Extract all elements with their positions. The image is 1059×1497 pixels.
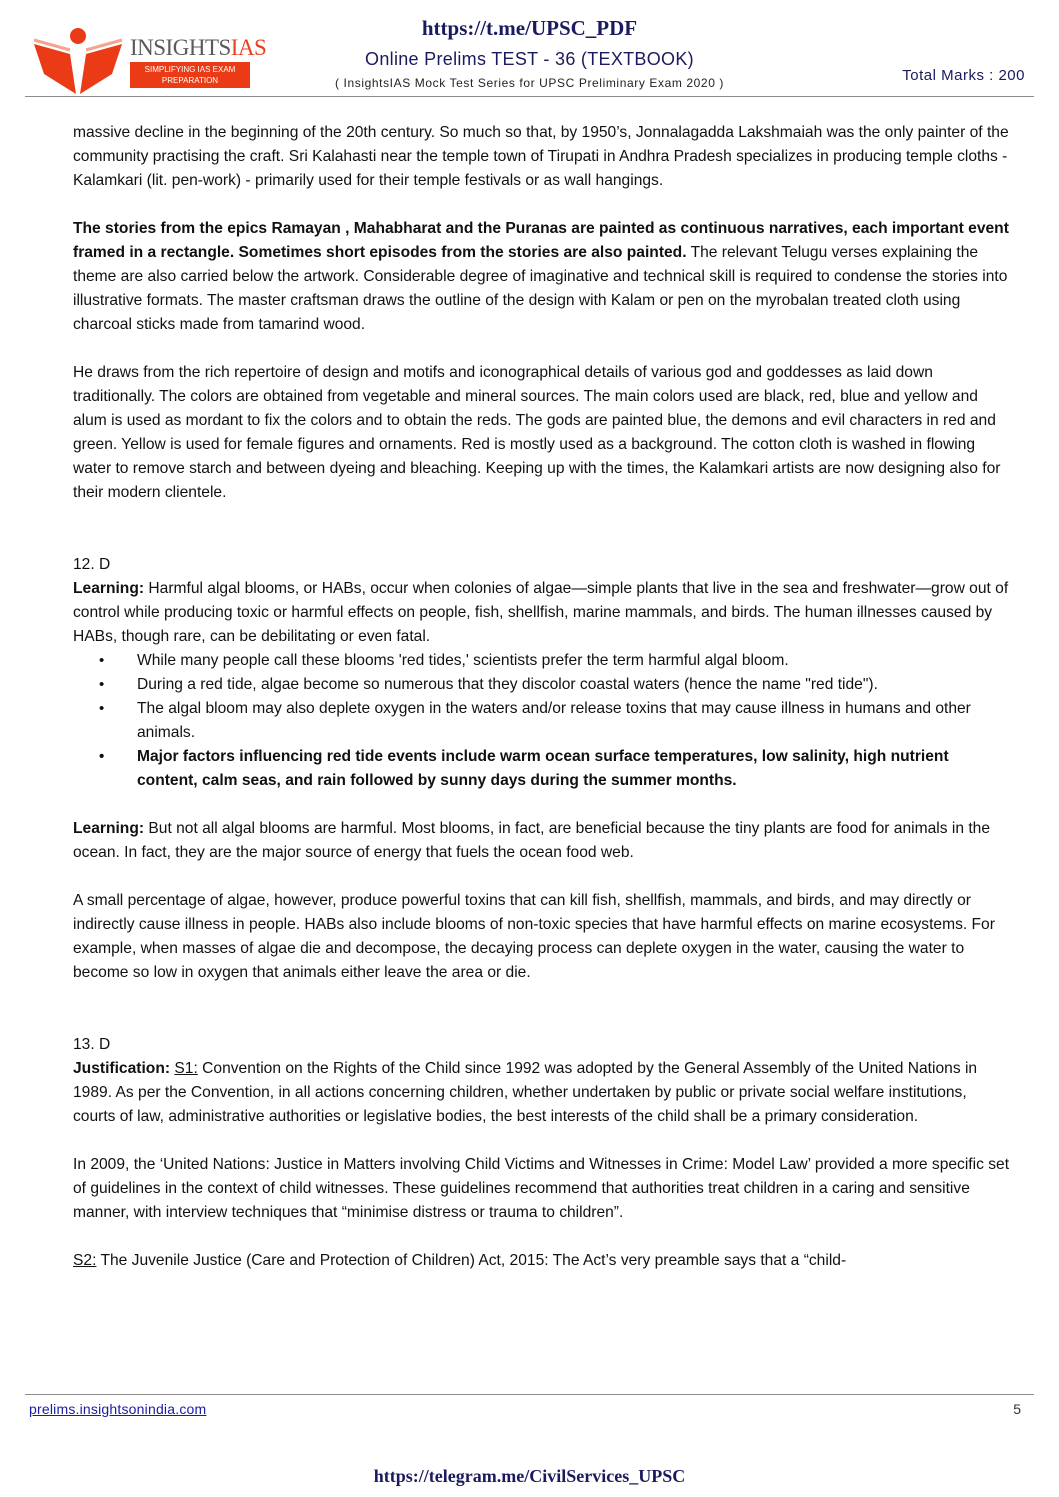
answer-q13: 13. D bbox=[73, 1036, 111, 1053]
statement-2-text: The Juvenile Justice (Care and Protection of Children) Act, 2015: The Act’s very preamble says that a “child- bbox=[96, 1252, 847, 1269]
list-item: • During a red tide, algae become so numerous that they discolor coastal waters (hence the name "red tide"). bbox=[137, 673, 1013, 697]
paragraph-kalamkari-stories bbox=[73, 217, 1013, 337]
header-divider bbox=[25, 96, 1034, 97]
answer-q12: 12. D bbox=[73, 556, 111, 573]
statement-1-text: Convention on the Rights of the Child since 1992 was adopted by the General Assembly of the United Nations in 1989. As per the Convention, in all actions concerning children, whether undertaken by public or private social welfare institutions, courts of law, administrative authorities or legislative bodies, the best interests of the child shall be a primary consideration. bbox=[73, 1060, 978, 1125]
paragraph-harmful-toxins: A small percentage of algae, however, produce powerful toxins that can kill fish, shellfish, mammals, and birds, and may directly or indirectly cause illness in people. HABs also include blooms of non-toxic species that have harmful effects on marine ecosystems. For example, when masses of algae die and decompose, the decaying process can deplete oxygen in the water, causing the water to become so low in oxygen that animals either leave the area or die. bbox=[73, 892, 995, 981]
statement-2-label: S2: bbox=[73, 1252, 97, 1269]
q12-learning bbox=[73, 577, 1013, 649]
test-title: Online Prelims TEST - 36 (TEXTBOOK) bbox=[365, 49, 694, 69]
learning-label: Learning: bbox=[73, 820, 145, 837]
paragraph-kalamkari-history: massive decline in the beginning of the 20th century. So much so that, by 1950’s, Jonnalagadda Lakshmaiah was the only painter of the community practising the craft. Sri Kalahasti near the temple town of Tirupati in Andhra Pradesh specializes in producing temple cloths - Kalamkari (lit. pen-work) - primarily used for their temple festivals or as wall hangings. bbox=[73, 124, 1009, 189]
page-header bbox=[0, 0, 1059, 100]
telegram-link-bottom[interactable]: https://telegram.me/CivilServices_UPSC bbox=[373, 1466, 686, 1486]
q12-learning-2 bbox=[73, 817, 1013, 865]
paragraph-kalamkari-colors: He draws from the rich repertoire of design and motifs and iconographical details of various god and goddesses as laid down traditionally. The colors are obtained from vegetable and mineral sources. The main colors used are black, red, blue and yellow and alum is used as mordant to fix the colors and to obtain the reds. The gods are painted blue, the demons and evil characters in red and green. Yellow is used for female figures and ornaments. Red is mostly used as a background. The cotton cloth is washed in flowing water to remove starch and between dyeing and bleaching. Keeping up with the times, the Kalamkari artists are now designing also for their modern clientele. bbox=[73, 364, 1001, 501]
list-item: • While many people call these blooms 'red tides,' scientists prefer the term harmful algal bloom. bbox=[137, 649, 1013, 673]
footer-divider bbox=[25, 1394, 1034, 1395]
brand-accent: IAS bbox=[230, 35, 267, 60]
tagline-line-1: SIMPLIFYING IAS EXAM bbox=[144, 65, 236, 74]
list-item: • The algal bloom may also deplete oxygen in the waters and/or release toxins that may cause illness in humans and other animals. bbox=[137, 697, 1013, 745]
list-item: • Major factors influencing red tide events include warm ocean surface temperatures, low salinity, high nutrient content, calm seas, and rain followed by sunny days during the summer months. bbox=[137, 745, 1013, 793]
document-body bbox=[73, 121, 1013, 1273]
test-subtitle: ( InsightsIAS Mock Test Series for UPSC Preliminary Exam 2020 ) bbox=[334, 76, 725, 90]
brand-primary: INSIGHTS bbox=[130, 35, 231, 60]
total-marks: Total Marks : 200 bbox=[902, 67, 1025, 84]
tagline-line-2: PREPARATION bbox=[161, 76, 219, 85]
learning-label: Learning: bbox=[73, 580, 145, 597]
site-link[interactable]: prelims.insightsonindia.com bbox=[29, 1401, 207, 1417]
bold-highlight: The stories from the epics Ramayan , Mahabharat and the Puranas are painted as continuous narratives, each important event framed in a rectangle. Sometimes short episodes from the stories are also painted. bbox=[73, 220, 1009, 261]
justification-label: Justification: bbox=[73, 1060, 171, 1077]
page-number: 5 bbox=[1013, 1401, 1021, 1417]
telegram-link-top[interactable]: https://t.me/UPSC_PDF bbox=[421, 16, 638, 40]
learning-text: But not all algal blooms are harmful. Most blooms, in fact, are beneficial because the tiny plants are food for animals in the ocean. In fact, they are the major source of energy that fuels the ocean food web. bbox=[73, 820, 991, 861]
statement-1-label: S1: bbox=[174, 1060, 198, 1077]
q13-statement-2 bbox=[73, 1249, 1013, 1273]
paragraph-un-model-law: In 2009, the ‘United Nations: Justice in Matters involving Child Victims and Witnesses in Crime: Model Law’ provided a more specific set of guidelines in the context of child witnesses. These guidelines recommend that authorities treat children in a caring and sensitive manner, with interview techniques that “minimise distress or trauma to children”. bbox=[73, 1156, 1010, 1221]
q12-bullet-list bbox=[73, 649, 1013, 793]
learning-text: Harmful algal blooms, or HABs, occur when colonies of algae—simple plants that live in the sea and freshwater—grow out of control while producing toxic or harmful effects on people, fish, shellfish, marine mammals, and birds. The human illnesses caused by HABs, though rare, can be debilitating or even fatal. bbox=[73, 580, 1009, 645]
q13-justification bbox=[73, 1057, 1013, 1129]
paragraph-text: The relevant Telugu verses explaining the theme are also carried below the artwork. Considerable degree of imaginative and technical skill is required to condense the stories into illustrative formats. The master craftsman draws the outline of the design with Kalam or pen on the myrobalan treated cloth using charcoal sticks made from tamarind wood. bbox=[73, 244, 1008, 333]
